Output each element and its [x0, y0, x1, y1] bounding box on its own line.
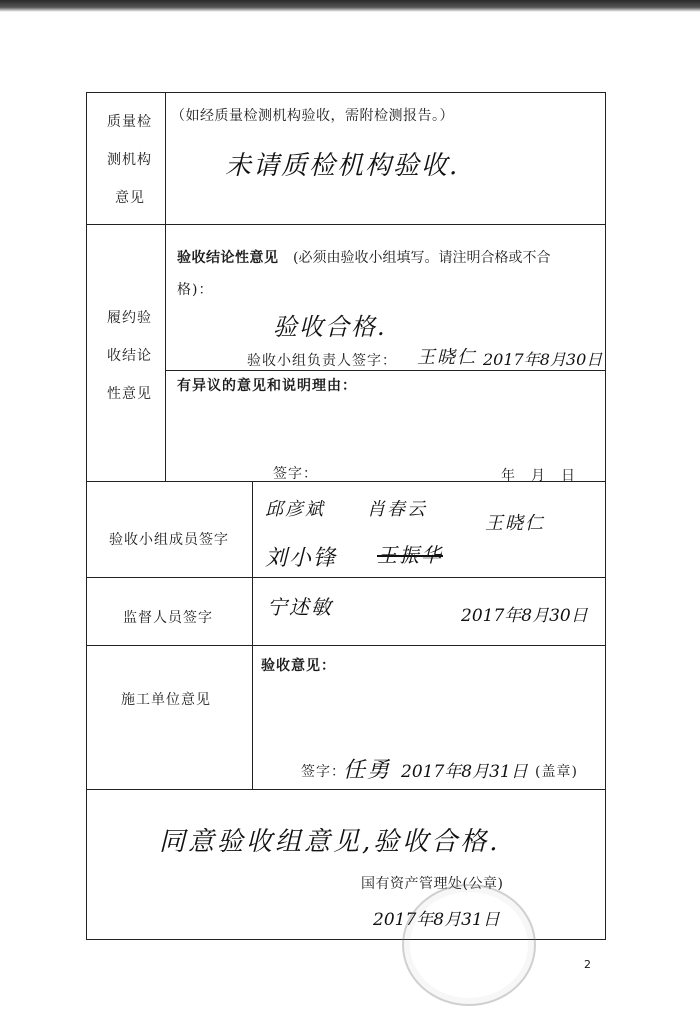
member-signature-2: 肖春云 [367, 499, 427, 520]
member-signature-3: 王晓仁 [485, 513, 545, 534]
leader-sign-label: 验收小组负责人签字： [247, 353, 397, 369]
row-divider [87, 789, 605, 790]
row1-note: （如经质量检测机构验收，需附检测报告。） [171, 108, 454, 124]
row1-label-line1: 质量检 [107, 114, 152, 130]
objection-date-label: 年 月 日 [501, 468, 576, 484]
contractor-date: 2017年8月31日 [401, 762, 528, 782]
row1-label-line3: 意见 [115, 190, 145, 206]
official-seal [402, 884, 536, 1006]
row1-handwritten-opinion: 未请质检机构验收. [225, 151, 460, 181]
office-name: 国有资产管理处(公章) [361, 876, 504, 892]
office-date: 2017年8月31日 [373, 910, 500, 930]
row1-label-line2: 测机构 [107, 152, 152, 168]
supervisor-signature: 宁述敏 [267, 595, 333, 619]
leader-date: 2017年8月30日 [483, 350, 603, 369]
row4-label: 监督人员签字 [123, 610, 213, 626]
row-divider [87, 577, 605, 578]
objection-sign-label: 签字： [273, 466, 318, 482]
member-signature-4: 刘小锋 [265, 546, 338, 571]
leader-signature: 王晓仁 [417, 347, 477, 368]
column-divider [165, 93, 166, 481]
contractor-opinion-title: 验收意见： [261, 658, 336, 674]
acceptance-form [86, 92, 606, 940]
column-divider [252, 481, 253, 789]
row5-label: 施工单位意见 [121, 692, 211, 708]
row3-label: 验收小组成员签字 [109, 532, 229, 548]
conclusion-title: 验收结论性意见 [177, 250, 279, 266]
conclusion-note-line1: (必须由验收小组填写。请注明合格或不合 [293, 250, 551, 266]
conclusion-handwritten: 验收合格. [273, 313, 387, 341]
contractor-signature: 任勇 [343, 758, 392, 783]
member-signature-1: 邱彦斌 [265, 499, 325, 520]
row2-label-line1: 履约验 [107, 310, 152, 326]
scan-top-edge [0, 0, 700, 12]
conclusion-note-line2: 格)： [177, 282, 214, 298]
contractor-sign-label: 签字： [301, 764, 346, 780]
row2-label-line2: 收结论 [107, 348, 152, 364]
office-handwritten-opinion: 同意验收组意见,验收合格. [159, 827, 501, 857]
objection-title: 有异议的意见和说明理由： [177, 378, 357, 394]
page-number: 2 [584, 958, 591, 971]
supervisor-date: 2017年8月30日 [461, 606, 588, 626]
row-divider [87, 645, 605, 646]
member-signature-5: 王振华 [377, 543, 443, 567]
row-divider [165, 370, 605, 371]
contractor-seal-note: (盖章) [535, 764, 578, 780]
row2-label-line3: 性意见 [107, 386, 152, 402]
